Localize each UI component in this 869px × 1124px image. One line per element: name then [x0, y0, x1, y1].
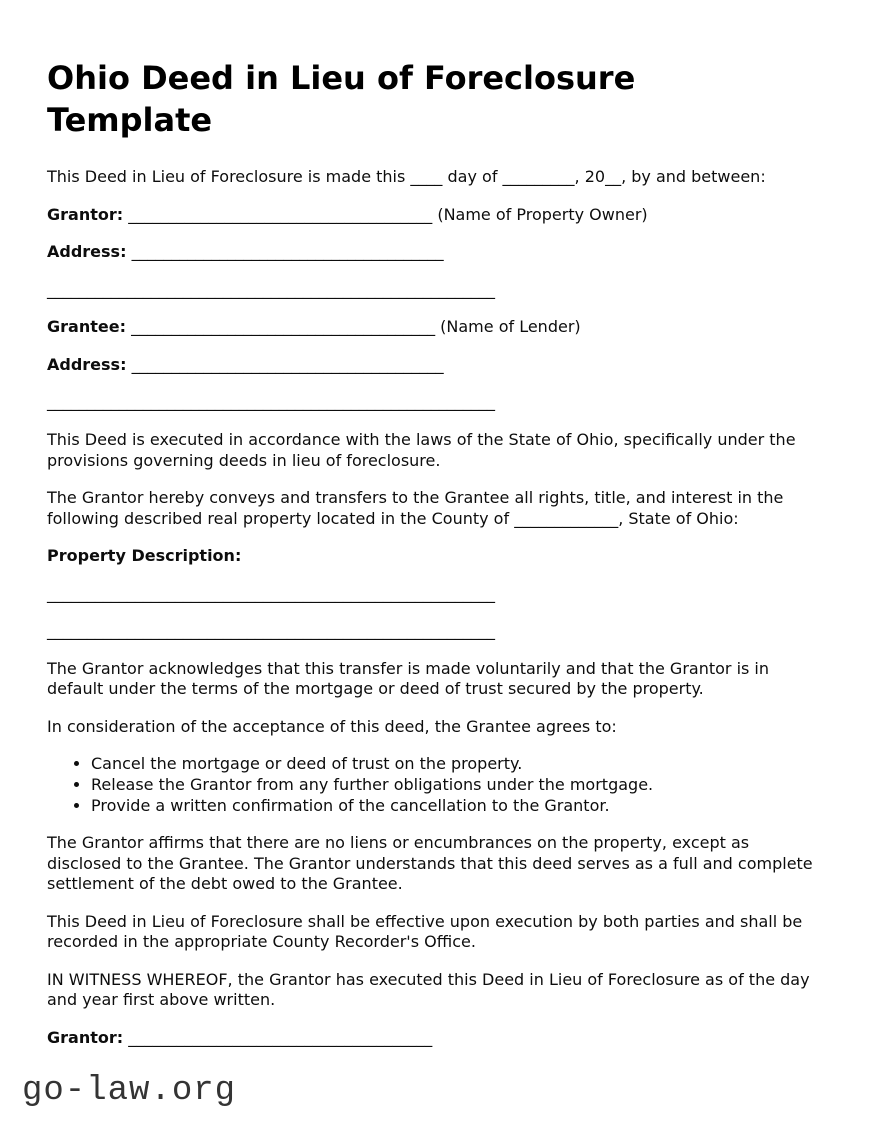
grantee-label: Grantee: — [47, 317, 126, 337]
conveyance-clause: The Grantor hereby conveys and transfers to the Grantee all rights, title, and interest in the following described real property located in the County of _____________, State of Ohio: — [47, 488, 784, 528]
watermark-go-law-org: go-law.org — [22, 1072, 237, 1110]
document-title: Ohio Deed in Lieu of Foreclosure Template — [47, 59, 636, 139]
signature-row — [47, 1028, 820, 1049]
grantor-address-line2: ________________________________________________________ — [47, 279, 495, 299]
consideration-item: • Cancel the mortgage or deed of trust on the property. — [91, 754, 821, 775]
grantee-address-blank-line: _______________________________________ — [131, 354, 444, 374]
grantor-address-row — [47, 242, 820, 263]
grantee-blank-line: ______________________________________ — [131, 317, 436, 337]
recording-clause: This Deed in Lieu of Foreclosure shall be effective upon execution by both parties and shall be recorded in the appropriate County Recorder's Office. — [47, 911, 803, 952]
grantee-address-row — [47, 355, 820, 376]
grantor-hint: (Name of Property Owner) — [437, 204, 648, 224]
consideration-item: • Release the Grantor from any further obligations under the mortgage. — [91, 775, 821, 796]
grantee-hint: (Name of Lender) — [440, 317, 581, 337]
intro-clause: This Deed in Lieu of Foreclosure is made this ____ day of _________, 20__, by and between: — [47, 167, 766, 187]
consideration-list — [47, 754, 821, 816]
grantor-label: Grantor: — [47, 204, 124, 224]
property-description-line1: ________________________________________________________ — [47, 583, 495, 603]
execution-clause: This Deed is executed in accordance with the laws of the State of Ohio, specifically under the provisions governing deeds in lieu of foreclosure. — [47, 430, 796, 470]
witness-clause: IN WITNESS WHEREOF, the Grantor has executed this Deed in Lieu of Foreclosure as of the day and year first above written. — [47, 969, 810, 1010]
grantor-address-label: Address: — [47, 242, 127, 262]
grantor-address-blank-line: _______________________________________ — [131, 242, 444, 262]
grantee-row — [47, 317, 820, 338]
signature-grantor-label: Grantor: — [47, 1027, 124, 1047]
grantee-address-label: Address: — [47, 354, 127, 374]
grantor-row — [47, 205, 820, 226]
affirmation-clause: The Grantor affirms that there are no liens or encumbrances on the property, except as disclosed to the Grantee. The Grantor understands that this deed serves as a full and complete settlement of the debt owed to the Grantee. — [47, 833, 813, 894]
consideration-intro: In consideration of the acceptance of this deed, the Grantee agrees to: — [47, 716, 617, 736]
signature-blank-line: ______________________________________ — [128, 1027, 433, 1047]
property-description-line2: ________________________________________________________ — [47, 621, 495, 641]
property-description-heading: Property Description: — [47, 546, 242, 566]
consideration-item: • Provide a written confirmation of the cancellation to the Grantor. — [91, 796, 821, 817]
grantee-address-line2: ________________________________________________________ — [47, 392, 495, 412]
grantor-blank-line: ______________________________________ — [128, 204, 433, 224]
acknowledgment-clause: The Grantor acknowledges that this transfer is made voluntarily and that the Grantor is in default under the terms of the mortgage or deed of trust secured by the property. — [47, 658, 770, 699]
